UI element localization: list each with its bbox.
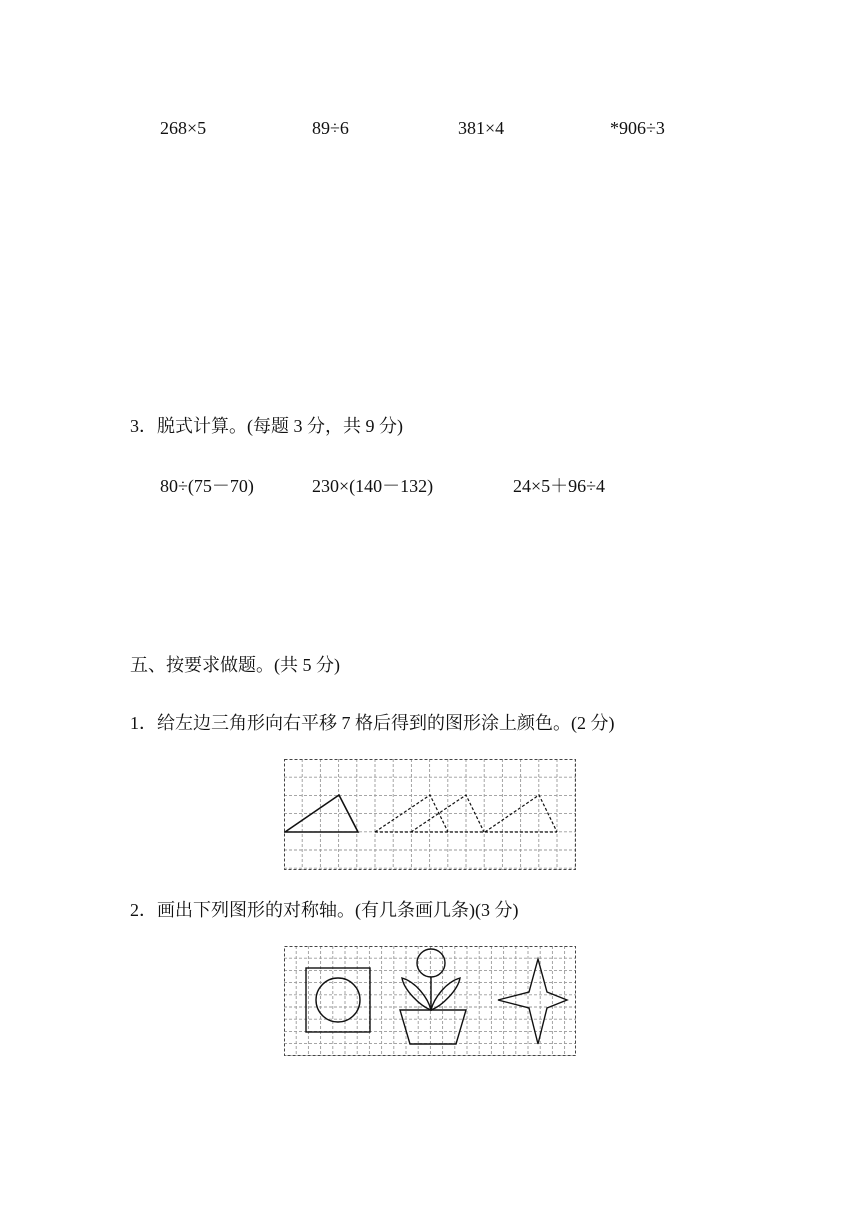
- flower-pot-shape: [400, 949, 466, 1044]
- problem-268x5: 268×5: [160, 118, 207, 138]
- symmetry-shapes-grid-icon: [284, 946, 576, 1056]
- problem-80div-75-70: 80÷(75－70): [160, 476, 254, 496]
- problem-89div6: 89÷6: [312, 118, 349, 138]
- problem-230x-140-132: 230×(140－132): [312, 476, 434, 496]
- triangle-translation-grid-icon: [284, 759, 576, 870]
- part3-heading: 3．脱式计算。(每题 3 分，共 9 分): [130, 416, 403, 436]
- grid-two: [284, 946, 576, 1056]
- problem-24x5-plus-96div4: 24×5＋96÷4: [513, 476, 606, 496]
- section5-heading: 五、按要求做题。(共 5 分): [130, 655, 340, 675]
- problem-381x4: 381×4: [458, 118, 505, 138]
- circle-shape: [316, 978, 360, 1022]
- q1-text: 1．给左边三角形向右平移 7 格后得到的图形涂上颜色。(2 分): [130, 713, 615, 733]
- problem-906div3: *906÷3: [610, 118, 665, 138]
- q2-text: 2．画出下列图形的对称轴。(有几条画几条)(3 分): [130, 900, 519, 920]
- grid-one: [284, 759, 576, 870]
